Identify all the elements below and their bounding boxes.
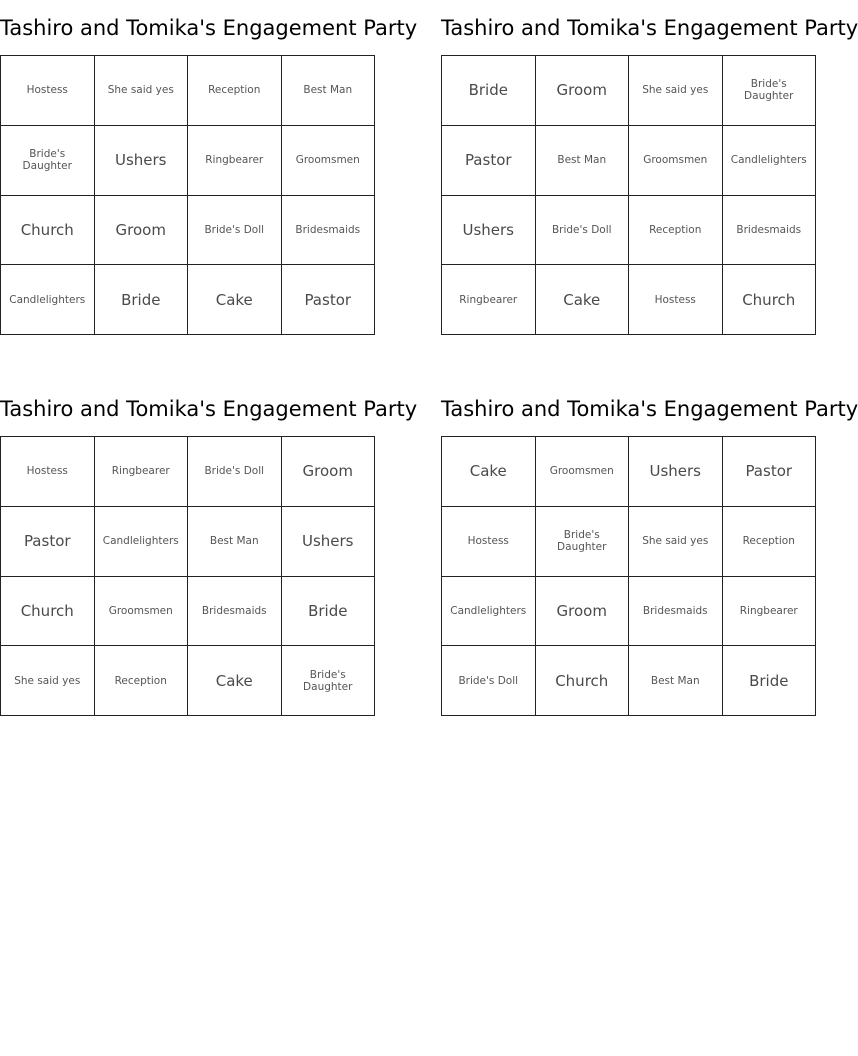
bingo-cell: Ushers <box>95 126 189 196</box>
bingo-cell: Pastor <box>282 265 376 335</box>
card-title: Tashiro and Tomika's Engagement Party <box>0 397 418 421</box>
bingo-cell: Cake <box>536 265 630 335</box>
bingo-cell: Pastor <box>1 507 95 577</box>
bingo-cell: Best Man <box>282 56 376 126</box>
bingo-cell: Bride's Daughter <box>1 126 95 196</box>
bingo-cell: Bridesmaids <box>188 577 282 647</box>
bingo-cell: Candlelighters <box>95 507 189 577</box>
bingo-cell: Bride's Doll <box>188 437 282 507</box>
bingo-cell: Bride <box>95 265 189 335</box>
bingo-cell: Ringbearer <box>188 126 282 196</box>
bingo-cell: Groomsmen <box>282 126 376 196</box>
bingo-cell: Bride's Doll <box>188 196 282 266</box>
bingo-cell: Cake <box>442 437 536 507</box>
bingo-cell: Best Man <box>188 507 282 577</box>
bingo-card <box>0 12 418 335</box>
bingo-cell: She said yes <box>1 646 95 716</box>
bingo-cell: Ushers <box>282 507 376 577</box>
bingo-card <box>0 393 418 716</box>
bingo-grid <box>0 436 375 716</box>
bingo-cell: Bride <box>282 577 376 647</box>
bingo-cell: Bride <box>442 56 536 126</box>
bingo-cell: Bridesmaids <box>723 196 817 266</box>
card-title: Tashiro and Tomika's Engagement Party <box>0 16 418 40</box>
bingo-cell: Groomsmen <box>629 126 723 196</box>
bingo-cell: Bridesmaids <box>629 577 723 647</box>
bingo-cell: Reception <box>95 646 189 716</box>
bingo-cell: Pastor <box>723 437 817 507</box>
bingo-cell: Hostess <box>629 265 723 335</box>
bingo-cell: Candlelighters <box>1 265 95 335</box>
bingo-cell: Groom <box>95 196 189 266</box>
bingo-cell: Groom <box>536 56 630 126</box>
bingo-cell: Groom <box>282 437 376 507</box>
bingo-cell: Bride's Daughter <box>282 646 376 716</box>
bingo-cell: Church <box>1 196 95 266</box>
bingo-cell: Bride's Doll <box>536 196 630 266</box>
bingo-cell: Cake <box>188 646 282 716</box>
bingo-cell: Groomsmen <box>95 577 189 647</box>
bingo-cell: Cake <box>188 265 282 335</box>
bingo-cell: Best Man <box>629 646 723 716</box>
bingo-cell: Ushers <box>442 196 536 266</box>
bingo-cell: Reception <box>188 56 282 126</box>
bingo-cell: Best Man <box>536 126 630 196</box>
bingo-cell: She said yes <box>629 507 723 577</box>
bingo-cell: Hostess <box>1 56 95 126</box>
bingo-cell: Reception <box>629 196 723 266</box>
bingo-cell: Church <box>723 265 817 335</box>
bingo-grid <box>441 436 816 716</box>
bingo-cell: Candlelighters <box>442 577 536 647</box>
bingo-cell: Reception <box>723 507 817 577</box>
bingo-cell: Bride's Daughter <box>723 56 817 126</box>
bingo-cell: Ushers <box>629 437 723 507</box>
card-title: Tashiro and Tomika's Engagement Party <box>441 16 858 40</box>
bingo-cell: Groomsmen <box>536 437 630 507</box>
bingo-cell: Bridesmaids <box>282 196 376 266</box>
bingo-cell: Church <box>536 646 630 716</box>
bingo-cell: Church <box>1 577 95 647</box>
bingo-cell: Ringbearer <box>723 577 817 647</box>
bingo-cell: Pastor <box>442 126 536 196</box>
bingo-cell: Ringbearer <box>95 437 189 507</box>
bingo-cell: She said yes <box>629 56 723 126</box>
bingo-cell: Hostess <box>442 507 536 577</box>
bingo-card <box>441 393 858 716</box>
bingo-cell: She said yes <box>95 56 189 126</box>
bingo-cell: Candlelighters <box>723 126 817 196</box>
bingo-cell: Ringbearer <box>442 265 536 335</box>
bingo-grid <box>0 55 375 335</box>
bingo-cell: Bride <box>723 646 817 716</box>
card-title: Tashiro and Tomika's Engagement Party <box>441 397 858 421</box>
bingo-grid <box>441 55 816 335</box>
bingo-cell: Hostess <box>1 437 95 507</box>
bingo-cell: Bride's Doll <box>442 646 536 716</box>
bingo-card <box>441 12 858 335</box>
bingo-cell: Groom <box>536 577 630 647</box>
bingo-cell: Bride's Daughter <box>536 507 630 577</box>
